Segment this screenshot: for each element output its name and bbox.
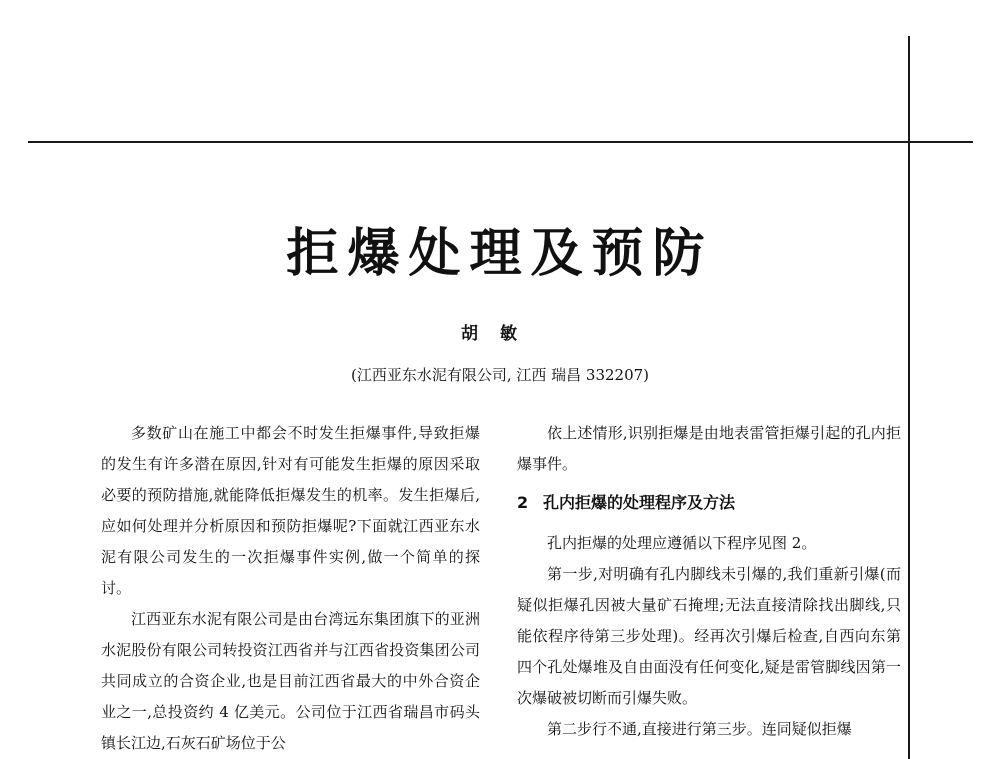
body-paragraph: 多数矿山在施工中都会不时发生拒爆事件,导致拒爆的发生有许多潜在原因,针对有可能发生拒爆的原因采取必要的预防措施,就能降低拒爆发生的机率。发生拒爆后,应如何处理并分析原因和预防拒爆呢?下面就江西亚东水泥有限公司发生的一次拒爆事件实例,做一个简单的探讨。: [101, 424, 480, 597]
body-paragraph: 第一步,对明确有孔内脚线未引爆的,我们重新引爆(而疑似拒爆孔因被大量矿石掩埋;无法直接清除找出脚线,只能依程序待第三步处理)。经再次引爆后检查,自西向东第四个孔处爆堆及自由面没有任何变化,疑是雷管脚线因第一次爆破被切断而引爆失败。: [517, 565, 901, 707]
section-number: 2: [517, 493, 529, 512]
paper-title: 拒爆处理及预防: [286, 224, 714, 284]
section-heading: [517, 488, 901, 518]
body-paragraph: 孔内拒爆的处理应遵循以下程序见图 2。: [547, 534, 817, 552]
section-title: 孔内拒爆的处理程序及方法: [543, 493, 736, 512]
author-name: 胡敏: [461, 324, 539, 344]
right-column: [517, 418, 901, 745]
body-paragraph: 依上述情形,识别拒爆是由地表雷管拒爆引起的孔内拒爆事件。: [517, 424, 901, 473]
body-paragraph: 第二步行不通,直接进行第三步。连同疑似拒爆: [547, 720, 852, 738]
header-rule: [28, 141, 973, 143]
body-paragraph: 江西亚东水泥有限公司是由台湾远东集团旗下的亚洲水泥股份有限公司转投资江西省并与江西省投资集团公司共同成立的合资企业,也是目前江西省最大的中外合资企业之一,总投资约 4 亿美元。公司位于江西省瑞昌市码头镇长江边,石灰石矿场位于公: [101, 610, 480, 752]
page-edge-rule: [908, 36, 910, 759]
left-column: [101, 418, 480, 759]
author-affiliation: (江西亚东水泥有限公司, 江西 瑞昌 332207): [350, 366, 650, 384]
